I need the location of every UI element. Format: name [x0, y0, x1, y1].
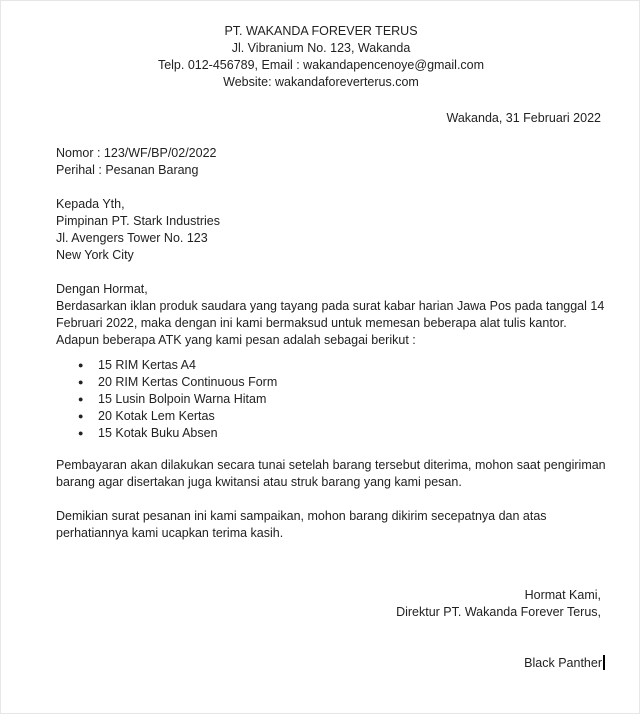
list-item: ● 20 Kotak Lem Kertas — [78, 408, 606, 425]
letterhead — [1, 23, 640, 91]
closing-block — [396, 587, 601, 621]
company-contact: Telp. 012-456789, Email : wakandapencenoye@gmail.com — [157, 58, 485, 72]
list-item: ● 15 Kotak Buku Absen — [78, 425, 606, 442]
salutation: Dengan Hormat, — [56, 282, 148, 296]
list-item: ● 15 RIM Kertas A4 — [78, 357, 606, 374]
company-address: Jl. Vibranium No. 123, Wakanda — [231, 41, 411, 55]
letter-body — [56, 281, 606, 542]
signer-title: Direktur PT. Wakanda Forever Terus, — [396, 605, 601, 619]
recipient-block — [56, 196, 220, 264]
company-name: PT. WAKANDA FOREVER TERUS — [224, 24, 418, 38]
company-website: Website: wakandaforeverterus.com — [223, 75, 419, 89]
signature-line[interactable] — [524, 655, 605, 670]
list-item: ● 20 RIM Kertas Continuous Form — [78, 374, 606, 391]
recipient-street: Jl. Avengers Tower No. 123 — [56, 231, 208, 245]
text-cursor — [603, 655, 605, 670]
recipient-name: Pimpinan PT. Stark Industries — [56, 214, 220, 228]
closing-paragraph: Demikian surat pesanan ini kami sampaikan, mohon barang dikirim secepatnya dan atas perhatiannya kami ucapkan terima kasih. — [56, 509, 547, 540]
recipient-greeting: Kepada Yth, — [56, 197, 125, 211]
recipient-city: New York City — [56, 248, 134, 262]
list-item: ● 15 Lusin Bolpoin Warna Hitam — [78, 391, 606, 408]
letter-subject: Perihal : Pesanan Barang — [56, 163, 199, 177]
payment-paragraph: Pembayaran akan dilakukan secara tunai setelah barang tersebut diterima, mohon saat pengiriman barang agar disertakan juga kwitansi atau struk barang yang kami pesan. — [56, 458, 606, 489]
closing-regards: Hormat Kami, — [524, 588, 601, 602]
letter-meta — [56, 145, 217, 179]
order-list — [56, 357, 606, 442]
letter-number: Nomor : 123/WF/BP/02/2022 — [56, 146, 217, 160]
letter-date: Wakanda, 31 Februari 2022 — [446, 111, 601, 125]
intro-paragraph: Berdasarkan iklan produk saudara yang tayang pada surat kabar harian Jawa Pos pada tanggal 14 Februari 2022, maka dengan ini kami bermaksud untuk memesan beberapa alat tulis kantor. Adapun beberapa ATK yang kami pesan adalah sebagai berikut : — [56, 299, 605, 347]
signer-name: Black Panther — [524, 656, 602, 670]
